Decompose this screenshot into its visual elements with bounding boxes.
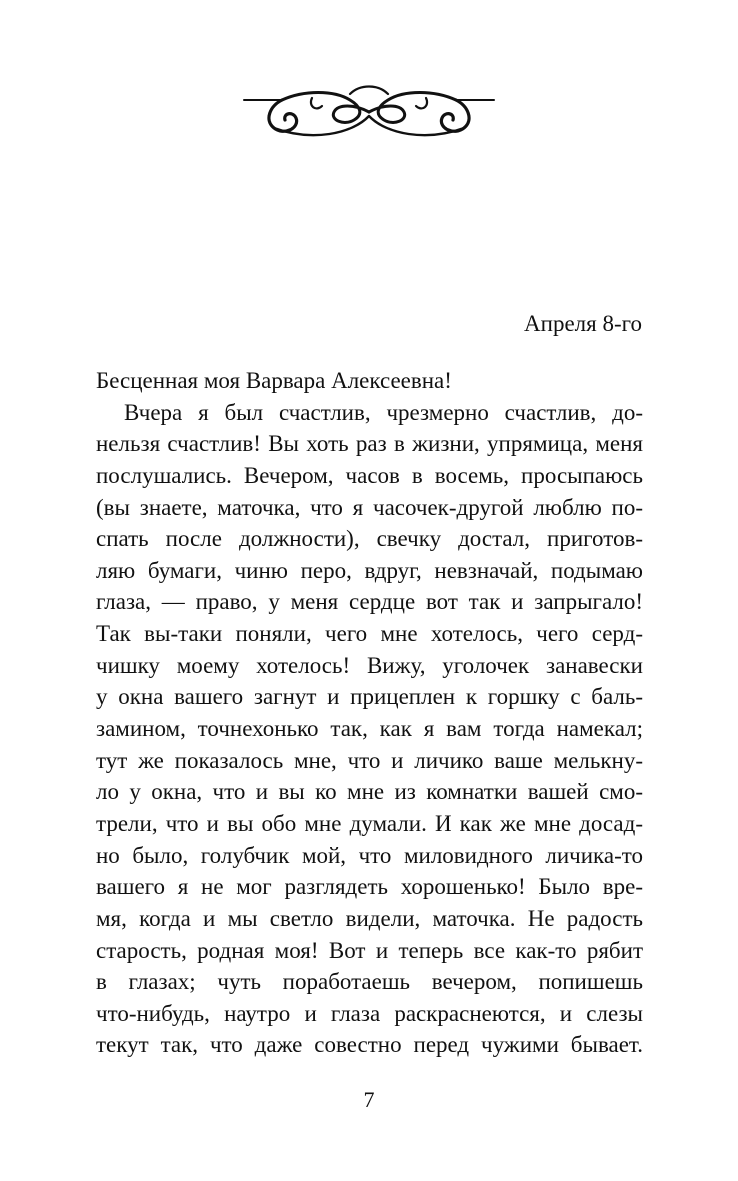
text-line: Вчера я был счастлив, чрезмерно счастлив, до- <box>124 399 643 425</box>
letter-date: Апреля 8-го <box>524 311 642 336</box>
page-number: 7 <box>363 1087 375 1112</box>
letter-salutation: Бесценная моя Варвара Алексеевна! <box>96 368 452 393</box>
text-line: мя, когда и мы светло видели, маточка. Не радость <box>96 905 643 931</box>
letter-body <box>96 365 643 1061</box>
scroll-flourish-icon <box>242 76 496 144</box>
text-line: чишку моему хотелось! Вижу, уголочек занавески <box>96 652 643 678</box>
text-line: ло у окна, что и вы ко мне из комнатки вашей смо- <box>96 779 643 805</box>
text-line: трели, что и вы обо мне думали. И как же мне досад- <box>96 810 643 836</box>
text-line: текут так, что даже совестно перед чужими бывает. <box>96 1032 643 1058</box>
text-line: послушались. Вечером, часов в восемь, просыпаюсь <box>96 462 643 488</box>
text-line: в глазах; чуть поработаешь вечером, попишешь <box>96 969 643 995</box>
text-line: ляю бумаги, чиню перо, вдруг, невзначай, подымаю <box>96 557 643 583</box>
text-line: (вы знаете, маточка, что я часочек-другой люблю по- <box>96 494 643 520</box>
text-line: Так вы-таки поняли, чего мне хотелось, чего серд- <box>96 621 643 647</box>
text-line: вашего я не мог разглядеть хорошенько! Было вре- <box>96 874 643 900</box>
text-line: замином, точнехонько так, как я вам тогда намекал; <box>96 716 643 742</box>
text-line: спать после должности), свечку достал, приготов- <box>96 526 643 552</box>
text-line: тут же показалось мне, что и личико ваше мелькну- <box>96 747 643 773</box>
text-line: но было, голубчик мой, что миловидного личика-то <box>96 842 643 868</box>
text-line: глаза, — право, у меня сердце вот так и запрыгало! <box>96 589 643 615</box>
text-line: старость, родная моя! Вот и теперь все как-то рябит <box>96 937 643 963</box>
text-line: у окна вашего загнут и прицеплен к горшку с баль- <box>96 684 643 710</box>
text-line: нельзя счастлив! Вы хоть раз в жизни, упрямица, меня <box>96 431 643 457</box>
text-line: что-нибудь, наутро и глаза раскраснеются, и слезы <box>96 1000 643 1026</box>
